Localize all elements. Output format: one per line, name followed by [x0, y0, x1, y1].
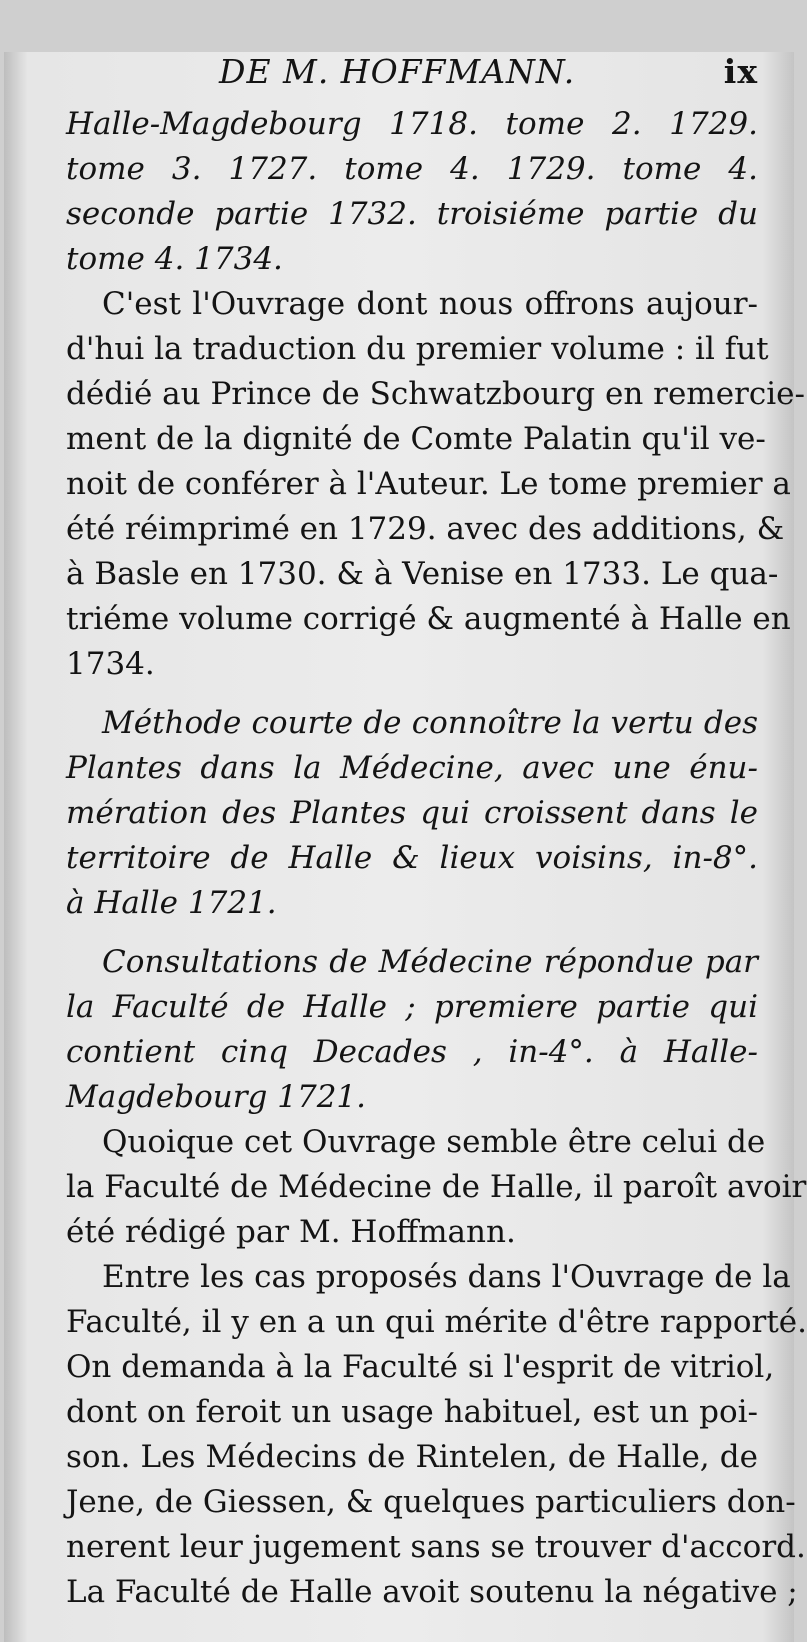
book-page	[4, 52, 807, 1642]
text-line: nerent leur jugement sans se trouver d'accord.	[66, 1529, 806, 1565]
text-line: tome 3. 1727. tome 4. 1729. tome 4.	[66, 151, 758, 187]
text-line: mération des Plantes qui croissent dans le	[66, 795, 758, 831]
text-line: son. Les Médecins de Rintelen, de Halle, de	[66, 1439, 758, 1475]
text-line: la Faculté de Halle ; premiere partie qui	[66, 989, 758, 1025]
text-line: Faculté, il y en a un qui mérite d'être rapporté.	[66, 1304, 807, 1340]
text-line: territoire de Halle & lieux voisins, in-8°.	[66, 840, 758, 876]
text-line: Consultations de Médecine répondue par	[102, 944, 758, 980]
text-line: Halle-Magdebourg 1718. tome 2. 1729.	[66, 106, 758, 142]
text-line: La Faculté de Halle avoit soutenu la négative ;	[66, 1574, 798, 1610]
text-line: seconde partie 1732. troisiéme partie du	[66, 196, 758, 232]
text-line: été rédigé par M. Hoffmann.	[66, 1214, 516, 1250]
body-text	[66, 102, 807, 1615]
text-line: été réimprimé en 1729. avec des additions, &	[66, 511, 785, 547]
text-line: Jene, de Giessen, & quelques particuliers don-	[66, 1484, 796, 1520]
page-number: ix	[723, 52, 758, 91]
text-line: d'hui la traduction du premier volume : il fut	[66, 331, 769, 367]
text-line: ment de la dignité de Comte Palatin qu'il ve-	[66, 421, 766, 457]
text-line: 1734.	[66, 646, 155, 682]
text-line: Plantes dans la Médecine, avec une énu-	[66, 750, 758, 786]
paragraph-gap	[66, 926, 758, 940]
text-line: dont on feroit un usage habituel, est un poi-	[66, 1394, 758, 1430]
text-line: dédié au Prince de Schwatzbourg en remercie-	[66, 376, 805, 412]
text-line: Quoique cet Ouvrage semble être celui de	[102, 1124, 766, 1160]
text-line: Méthode courte de connoître la vertu des	[102, 705, 758, 741]
text-line: C'est l'Ouvrage dont nous offrons aujour-	[102, 286, 758, 322]
text-line: contient cinq Decades , in-4°. à Halle-	[66, 1034, 758, 1070]
page-header	[66, 52, 758, 102]
text-line: la Faculté de Médecine de Halle, il paroît avoir	[66, 1169, 807, 1205]
text-line: tome 4. 1734.	[66, 241, 283, 277]
text-line: triéme volume corrigé & augmenté à Halle en	[66, 601, 791, 637]
text-line: On demanda à la Faculté si l'esprit de vitriol,	[66, 1349, 775, 1385]
text-line: à Basle en 1730. & à Venise en 1733. Le qua-	[66, 556, 779, 592]
running-title: DE M. HOFFMANN.	[219, 52, 576, 91]
text-line: à Halle 1721.	[66, 885, 277, 921]
text-line: noit de conférer à l'Auteur. Le tome premier a	[66, 466, 791, 502]
text-line: Entre les cas proposés dans l'Ouvrage de la	[102, 1259, 791, 1295]
text-line: Magdebourg 1721.	[66, 1079, 366, 1115]
paragraph-gap	[66, 687, 758, 701]
